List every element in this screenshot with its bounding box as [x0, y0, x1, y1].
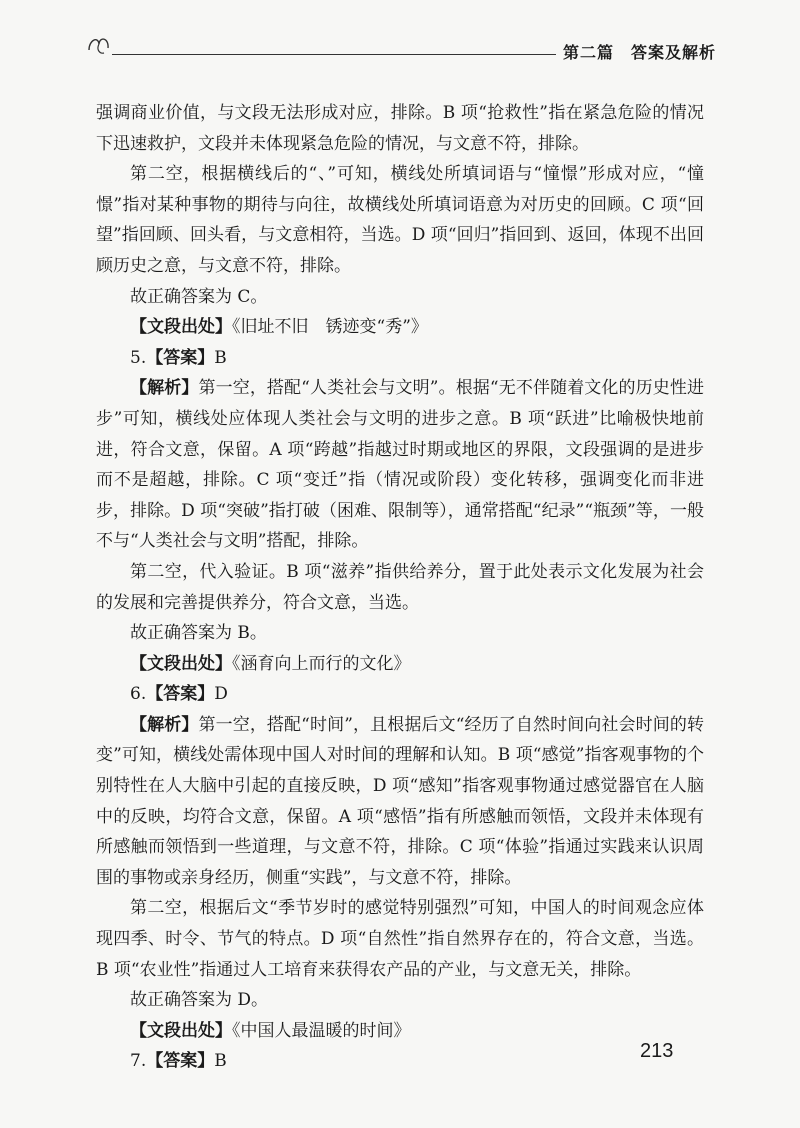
section-label: 【解析】 — [130, 378, 199, 399]
paragraph-text: 第二空，根据横线后的“、”可知，横线处所填词语与“憧憬”形成对应，“憧憬”指对某种事物的期待与向往，故横线处所填词语意为对历史的回顾。C 项“回望”指回顾、回头看，与文意相符，当选。D 项“回归”指回到、返回，体现不出回顾历史之意，与文意不符，排除。 — [96, 164, 704, 276]
paragraph-6 — [96, 557, 704, 618]
paragraph-text: 故正确答案为 D。 — [130, 990, 269, 1011]
section-label: 【答案】 — [146, 1051, 215, 1072]
page-header — [86, 32, 716, 66]
paragraph-text: B — [214, 1051, 227, 1072]
paragraph-text: 第一空，搭配“人类社会与文明”。根据“无不伴随着文化的历史性进步”可知，横线处应体现人类社会与文明的进步之意。B 项“跃进”比喻极快地前进，符合文意，保留。A 项“跨越”指越过时期或地区的界限，文段强调的是进步而不是超越，排除。C 项“变迁”指（情况或阶段）变化转移，强调变化而非进步，排除。D 项“突破”指打破（困难、限制等），通常搭配“纪录”“瓶颈”等，一般不与“人类社会与文明”搭配，排除。 — [96, 378, 705, 552]
paragraph-2 — [96, 282, 704, 313]
paragraph-text: 第二空，根据后文“季节岁时的感觉特别强烈”可知，中国人的时间观念应体现四季、时令、节气的特点。D 项“自然性”指自然界存在的，符合文意，当选。B 项“农业性”指通过人工培育来获得农产品的产业，与文意无关，排除。 — [96, 898, 704, 980]
question-number: 6. — [130, 684, 147, 705]
paragraph-text: 《涵育向上而行的文化》 — [232, 653, 411, 674]
paragraph-text: 《中国人最温暖的时间》 — [232, 1020, 411, 1041]
paragraph-5 — [96, 373, 704, 557]
paragraph-14 — [96, 1046, 704, 1077]
paragraph-1 — [96, 159, 704, 281]
answer-content — [96, 98, 704, 1077]
section-label: 【文段出处】 — [130, 317, 232, 338]
paragraph-text: 故正确答案为 C。 — [130, 286, 268, 307]
paragraph-10 — [96, 710, 704, 894]
paragraph-text: 强调商业价值，与文段无法形成对应，排除。B 项“抢救性”指在紧急危险的情况下迅速救护，文段并未体现紧急危险的情况，与文意不符，排除。 — [96, 103, 704, 154]
section-label: 【答案】 — [146, 347, 215, 368]
paragraph-text: B — [214, 347, 227, 368]
paragraph-7 — [96, 618, 704, 649]
paragraph-text: 《旧址不旧 锈迹变“秀”》 — [232, 317, 428, 338]
paragraph-0 — [96, 98, 704, 159]
paragraph-3 — [96, 312, 704, 343]
question-number: 5. — [130, 347, 147, 368]
section-label: 【解析】 — [130, 714, 199, 735]
paragraph-4 — [96, 343, 704, 374]
paragraph-text: 第二空，代入验证。B 项“滋养”指供给养分，置于此处表示文化发展为社会的发展和完善提供养分，符合文意，当选。 — [96, 561, 704, 613]
paragraph-11 — [96, 893, 704, 985]
paragraph-13 — [96, 1016, 704, 1047]
paragraph-8 — [96, 649, 704, 680]
leaf-ornament-icon — [86, 32, 112, 56]
question-number: 7. — [130, 1051, 147, 1072]
section-title: 第二篇 答案及解析 — [562, 43, 716, 62]
section-label: 【答案】 — [146, 684, 215, 705]
page-number: 213 — [640, 1040, 674, 1062]
paragraph-9 — [96, 679, 704, 710]
paragraph-text: 第一空，搭配“时间”，且根据后文“经历了自然时间向社会时间的转变”可知，横线处需体现中国人对时间的理解和认知。B 项“感觉”指客观事物的个别特性在人大脑中引起的直接反映，D 项“感知”指客观事物通过感觉器官在人脑中的反映，均符合文意，保留。A 项“感悟”指有所感触而领悟，文段并未体现有所感触而领悟到一些道理，与文意不符，排除。C 项“体验”指通过实践来认识周围的事物或亲身经历，侧重“实践”，与文意不符，排除。 — [96, 714, 705, 888]
paragraph-text: D — [214, 684, 228, 705]
section-label: 【文段出处】 — [130, 1020, 232, 1041]
header-rule — [112, 54, 556, 55]
section-label: 【文段出处】 — [130, 653, 232, 674]
paragraph-12 — [96, 985, 704, 1016]
paragraph-text: 故正确答案为 B。 — [130, 623, 267, 644]
